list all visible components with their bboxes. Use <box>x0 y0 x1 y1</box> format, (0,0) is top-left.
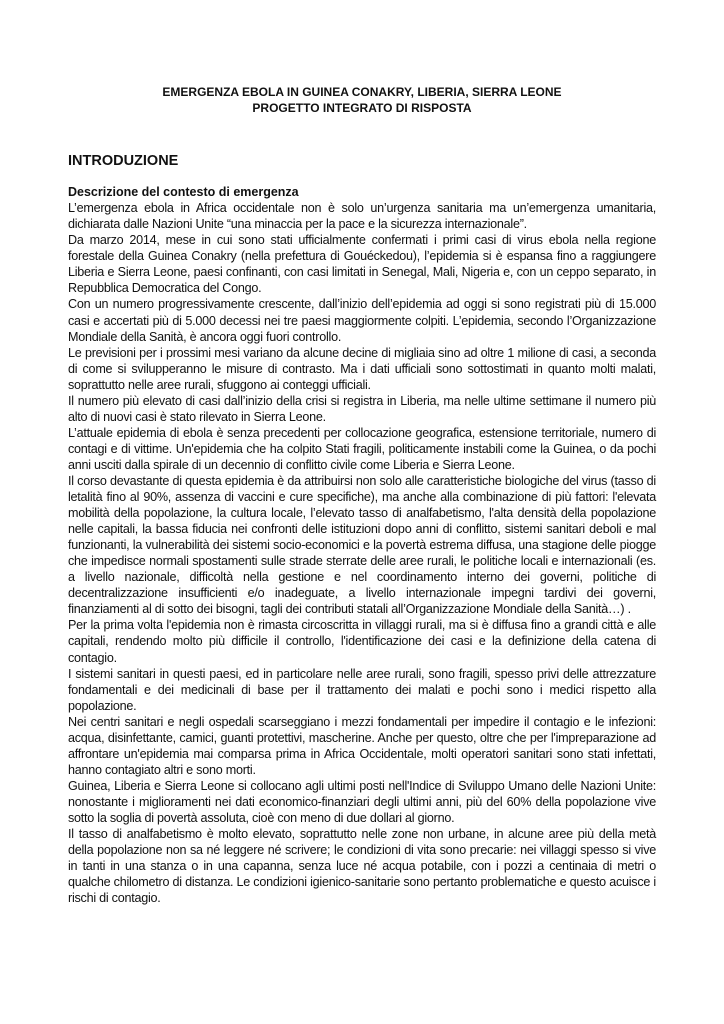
document-title-line-2: PROGETTO INTEGRATO DI RISPOSTA <box>252 101 472 115</box>
paragraph: Guinea, Liberia e Sierra Leone si collocano agli ultimi posti nell'Indice di Sviluppo Umano delle Nazioni Unite: nonostante i miglioramenti nei dati economico-finanziari degli ultimi anni, più del 60% della popolazione vive sotto la soglia di povertà assoluta, cioè con meno di due dollari al giorno. <box>68 778 656 825</box>
subheading: Descrizione del contesto di emergenza <box>68 185 299 199</box>
paragraph: Nei centri sanitari e negli ospedali scarseggiano i mezzi fondamentali per impedire il contagio e le infezioni: acqua, disinfettante, camici, guanti protettivi, mascherine. Anche per questo, oltre che per l'impreparazione ad affrontare un'epidemia mai comparsa prima in Africa Occidentale, molti operatori sanitari sono stati infettati, hanno contagiato altri e sono morti. <box>68 714 656 777</box>
paragraph: Le previsioni per i prossimi mesi variano da alcune decine di migliaia sino ad oltre 1 milione di casi, a seconda di come si svilupperanno le misure di contrasto. Ma i dati ufficiali sono sottostimati in quanto molti malati, soprattutto nelle aree rurali, sfuggono ai conteggi ufficiali. <box>68 345 656 392</box>
paragraph: L’attuale epidemia di ebola è senza precedenti per collocazione geografica, estensione territoriale, numero di contagi e di vittime. Un'epidemia che ha colpito Stati fragili, politicamente instabili come la Guinea, o da pochi anni usciti dalla spirale di un decennio di conflitto civile come Liberia e Sierra Leone. <box>68 425 656 472</box>
paragraph: L’emergenza ebola in Africa occidentale non è solo un’urgenza sanitaria ma un’emergenza umanitaria, dichiarata dalle Nazioni Unite “una minaccia per la pace e la sicurezza internazionale”. <box>68 201 656 232</box>
paragraph: Da marzo 2014, mese in cui sono stati ufficialmente confermati i primi casi di virus ebola nella regione forestale della Guinea Conakry (nella prefettura di Gouéckedou), l’epidemia si è espansa fino a raggiungere Liberia e Sierra Leone, paesi confinanti, con casi limitati in Senegal, Mali, Nigeria e, con un ceppo separato, in Repubblica Democratica del Congo. <box>68 233 656 296</box>
paragraph: Il corso devastante di questa epidemia è da attribuirsi non solo alle caratteristiche biologiche del virus (tasso di letalità fino al 90%, assenza di vaccini e cure specifiche), ma anche alla combinazione di più fattori: l'elevata mobilità della popolazione, la cultura locale, l’elevato tasso di analfabetismo, l'alta densità della popolazione nelle capitali, la bassa fiducia nei confronti delle istituzioni dopo anni di conflitto, sistemi sanitari deboli e mal funzionanti, la vulnerabilità dei sistemi socio-economici e la povertà estrema diffusa, una stagione delle piogge che impedisce normali spostamenti sulle strade sterrate delle aree rurali, le politiche locali e internazionali (es. a livello nazionale, difficoltà nella gestione e nel coordinamento interno dei governi, politiche di decentralizzazione insufficienti e/o inadeguate, a livello internazionale impegni tardivi dei governi, finanziamenti al di sotto dei bisogni, tagli dei contributi statali all’Organizzazione Mondiale della Sanità…) . <box>68 474 656 617</box>
paragraph: Il tasso di analfabetismo è molto elevato, soprattutto nelle zone non urbane, in alcune aree più della metà della popolazione non sa né leggere né scrivere; le condizioni di vita sono precarie: nei villaggi spesso si vive in tanti in una stanza o in una capanna, senza luce né acqua potabile, con i pozzi a centinaia di metri o qualche chilometro di distanza. Le condizioni igienico-sanitarie sono pertanto problematiche e questo acuisce i rischi di contagio. <box>68 827 656 906</box>
document-page <box>68 84 656 906</box>
paragraph: Con un numero progressivamente crescente, dall’inizio dell’epidemia ad oggi si sono registrati più di 15.000 casi e accertati più di 5.000 decessi nei tre paesi maggiormente colpiti. L’epidemia, secondo l’Organizzazione Mondiale della Sanità, è ancora oggi fuori controllo. <box>68 297 656 344</box>
body-text <box>68 200 656 906</box>
paragraph: I sistemi sanitari in questi paesi, ed in particolare nelle aree rurali, sono fragili, spesso privi delle attrezzature fondamentali e dei medicinali di base per il trattamento dei malati e pochi sono i medici rispetto alla popolazione. <box>68 666 656 713</box>
paragraph: Il numero più elevato di casi dall’inizio della crisi si registra in Liberia, ma nelle ultime settimane il numero più alto di nuovi casi è stato rilevato in Sierra Leone. <box>68 393 656 424</box>
paragraph: Per la prima volta l'epidemia non è rimasta circoscritta in villaggi rurali, ma si è diffusa fino a grandi città e alle capitali, rendendo molto più difficile il controllo, l'identificazione dei casi e la definizione della catena di contagio. <box>68 618 656 665</box>
section-heading: INTRODUZIONE <box>68 153 179 169</box>
document-title-line-1: EMERGENZA EBOLA IN GUINEA CONAKRY, LIBERIA, SIERRA LEONE <box>162 85 562 99</box>
